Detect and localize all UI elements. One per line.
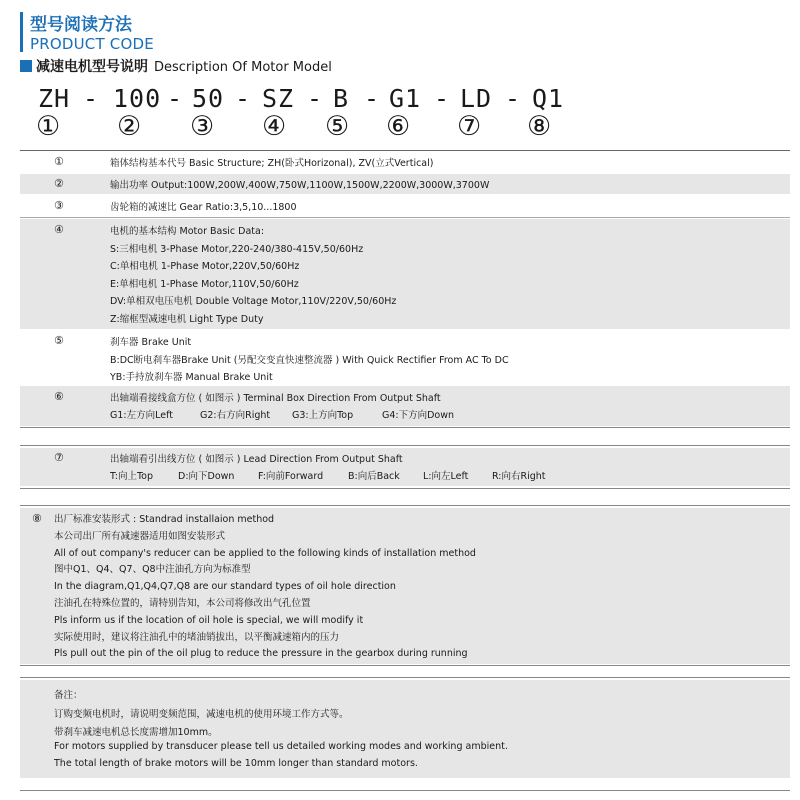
row-title: 出轴端看引出线方位 ( 如图示 ) Lead Direction From Output Shaft xyxy=(110,454,403,465)
code-part-4: SZ xyxy=(262,84,295,113)
code-number-6: ⑥ xyxy=(386,111,411,142)
row-title: 出轴端看接线盒方位 ( 如图示 ) Terminal Box Direction From Output Shaft xyxy=(110,393,441,404)
row-text: E:单相电机 1-Phase Motor,110V,50/60Hz xyxy=(110,278,299,290)
divider xyxy=(20,488,790,489)
lead-option: D:向下Down xyxy=(178,471,235,482)
row-text: 出厂标准安装形式 : Standrad installaion method xyxy=(54,514,275,525)
row-text: Pls pull out the pin of the oil plug to reduce the pressure in the gearbox during running xyxy=(54,648,468,660)
code-number-4: ④ xyxy=(262,111,287,142)
divider xyxy=(20,445,790,446)
divider xyxy=(20,150,790,151)
lead-option: B:向后Back xyxy=(348,471,400,482)
row-number: ⑧ xyxy=(32,512,42,525)
code-number-5: ⑤ xyxy=(325,111,350,142)
spec-row-4 xyxy=(20,219,790,329)
spec-row-2 xyxy=(20,174,790,194)
divider xyxy=(20,505,790,506)
spec-row-6 xyxy=(20,386,790,426)
row-text: 输出功率 Output:100W,200W,400W,750W,1100W,1500W,2200W,3000W,3700W xyxy=(110,180,490,191)
note-line: The total length of brake motors will be 10mm longer than standard motors. xyxy=(54,758,418,769)
notes-heading: 备注： xyxy=(54,690,83,701)
code-sep: - xyxy=(167,84,184,113)
spec-row-3 xyxy=(20,199,790,215)
row-text: DV:单相双电压电机 Double Voltage Motor,110V/220V,50/60Hz xyxy=(110,296,397,308)
row-number: ② xyxy=(54,177,64,190)
row-number: ⑥ xyxy=(54,390,64,403)
row-number: ⑤ xyxy=(54,334,64,347)
row-text: All of out company's reducer can be applied to the following kinds of installation method xyxy=(54,547,476,559)
code-sep: - xyxy=(83,84,100,113)
divider xyxy=(20,665,790,666)
code-sep: - xyxy=(307,84,324,113)
divider xyxy=(20,677,790,678)
code-sep: - xyxy=(364,84,381,113)
lead-option: F:向前Forward xyxy=(258,471,324,482)
row-text: In the diagram,Q1,Q4,Q7,Q8 are our standard types of oil hole direction xyxy=(54,581,396,593)
code-number-8: ⑧ xyxy=(527,111,552,142)
divider xyxy=(20,217,790,218)
terminal-option: G4:下方向Down xyxy=(382,410,455,421)
row-text: 齿轮箱的减速比 Gear Ratio:3,5,10...1800 xyxy=(110,202,297,213)
code-sep: - xyxy=(235,84,252,113)
code-part-8: Q1 xyxy=(532,84,565,113)
lead-option: L:向左Left xyxy=(423,471,469,482)
page-title-cn: 型号阅读方法 xyxy=(30,15,132,35)
row-number: ③ xyxy=(54,199,64,212)
spec-row-5 xyxy=(20,332,790,384)
note-line: 订购变频电机时，请说明变频范围，减速电机的使用环境工作方式等。 xyxy=(54,709,349,720)
divider xyxy=(20,427,790,428)
code-part-3: 50 xyxy=(192,84,225,113)
code-number-7: ⑦ xyxy=(457,111,482,142)
row-text: 刹车器 Brake Unit xyxy=(110,337,192,348)
note-line: 带刹车减速电机总长度需增加10mm。 xyxy=(54,727,218,738)
terminal-option: G1:左方向Left xyxy=(110,410,173,421)
code-part-5: B xyxy=(333,84,350,113)
spec-row-7 xyxy=(20,448,790,486)
code-part-1: ZH xyxy=(38,84,71,113)
code-sep: - xyxy=(505,84,522,113)
code-part-2: 100 xyxy=(113,84,162,113)
row-number: ④ xyxy=(54,223,64,236)
note-line: For motors supplied by transducer please tell us detailed working modes and working ambient. xyxy=(54,741,508,752)
code-part-7: LD xyxy=(460,84,493,113)
row-text: 本公司出厂所有减速器适用如图安装形式 xyxy=(54,530,226,542)
section-subtitle xyxy=(20,56,332,74)
divider xyxy=(20,790,790,791)
row-number: ⑦ xyxy=(54,451,64,464)
row-text: Pls inform us if the location of oil hole is special, we will modify it xyxy=(54,614,364,626)
row-text: C:单相电机 1-Phase Motor,220V,50/60Hz xyxy=(110,261,300,273)
code-part-6: G1 xyxy=(389,84,422,113)
header-accent-bar xyxy=(20,12,23,52)
row-text: B:DC断电刹车器Brake Unit (另配交变直快速整流器 ) With Quick Rectifier From AC To DC xyxy=(110,354,509,366)
row-number: ① xyxy=(54,155,64,168)
row-text: 实际使用时，建议将注油孔中的堵油销拔出，以平衡减速箱内的压力 xyxy=(54,631,340,643)
subtitle-cn: 减速电机型号说明 xyxy=(36,59,148,75)
spec-row-1 xyxy=(20,155,790,171)
notes-box xyxy=(20,680,790,778)
row-text: 电机的基本结构 Motor Basic Data: xyxy=(110,226,265,237)
lead-option: T:向上Top xyxy=(110,471,153,482)
square-bullet-icon xyxy=(20,60,32,72)
subtitle-en: Description Of Motor Model xyxy=(154,60,332,75)
lead-option: R:向右Right xyxy=(492,471,546,482)
row-text: S:三相电机 3-Phase Motor,220-240/380-415V,50/60Hz xyxy=(110,243,364,255)
row-text: 箱体结构基本代号 Basic Structure; ZH(卧式Horizonal), ZV(立式Vertical) xyxy=(110,158,434,169)
row-text: Z:缩框型减速电机 Light Type Duty xyxy=(110,313,264,325)
terminal-option: G2:右方向Right xyxy=(200,410,271,421)
code-number-1: ① xyxy=(36,111,61,142)
code-sep: - xyxy=(434,84,451,113)
code-number-2: ② xyxy=(117,111,142,142)
spec-row-8 xyxy=(20,508,790,664)
row-text: 注油孔在特殊位置的，请特别告知，本公司将修改出气孔位置 xyxy=(54,597,311,609)
row-text: YB:手持放刹车器 Manual Brake Unit xyxy=(110,372,273,383)
terminal-option: G3:上方向Top xyxy=(292,410,354,421)
page-title-en: PRODUCT CODE xyxy=(30,35,154,53)
code-number-3: ③ xyxy=(190,111,215,142)
row-text: 图中Q1、Q4、Q7、Q8中注油孔方向为标准型 xyxy=(54,564,251,576)
